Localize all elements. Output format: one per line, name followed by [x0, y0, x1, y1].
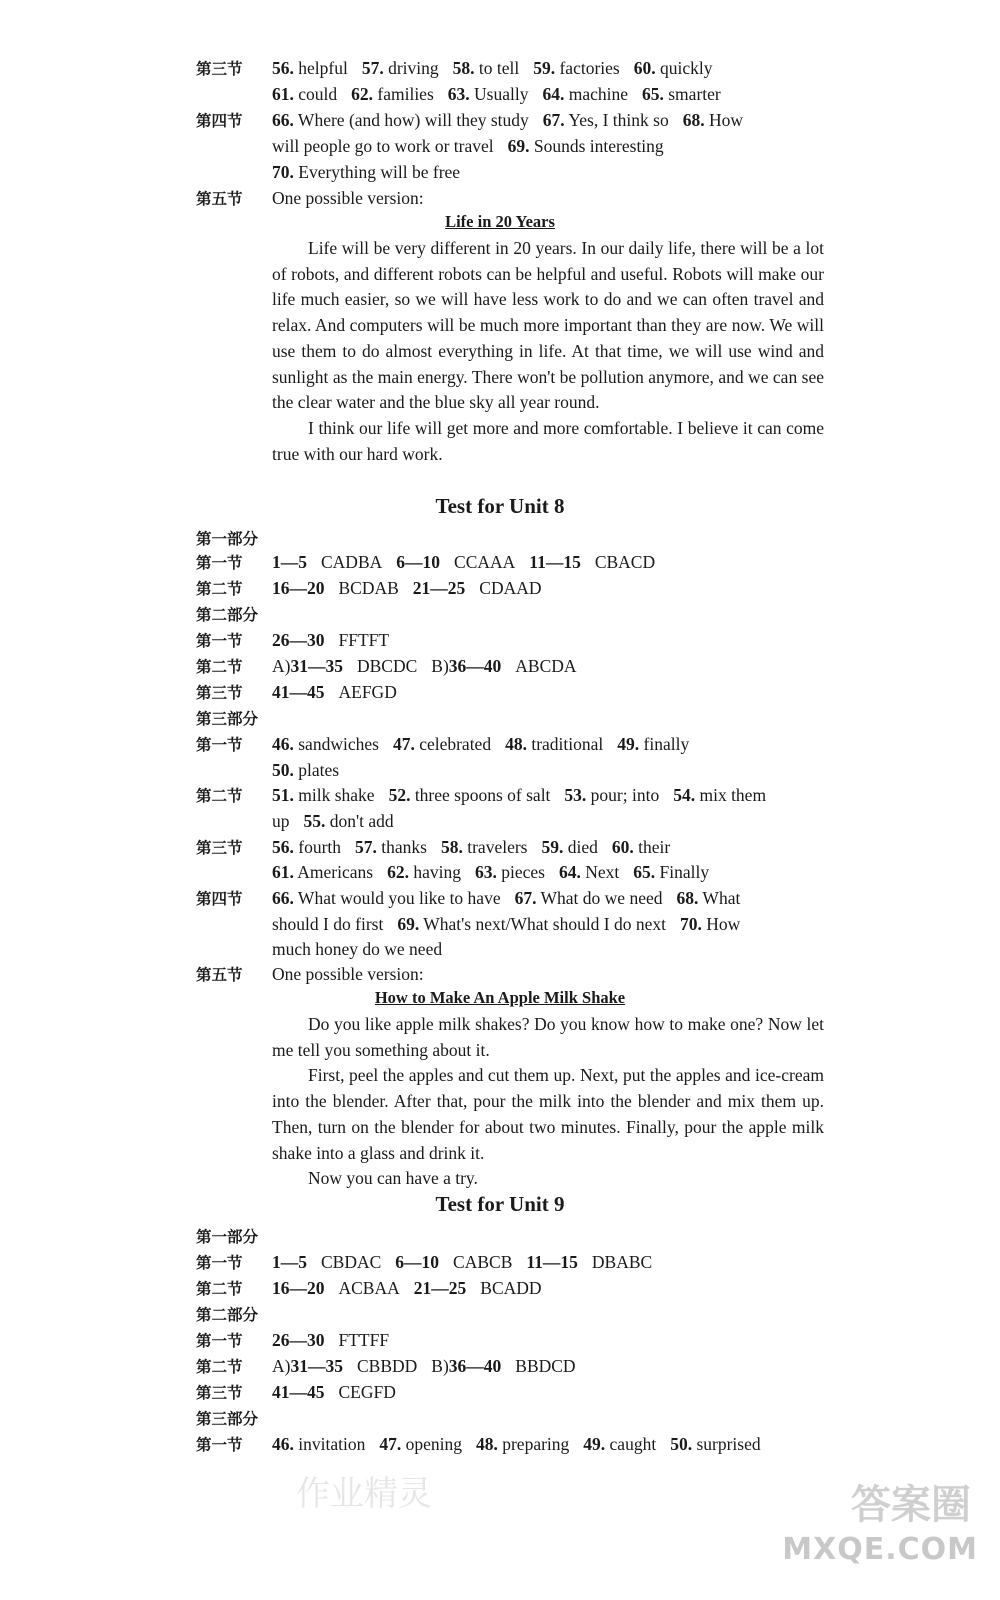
answer-text: Next — [580, 862, 620, 882]
answer-items — [272, 734, 689, 754]
unit8-heading: Test for Unit 8 — [435, 494, 565, 518]
section-label: 第三节 — [196, 684, 243, 702]
answer-items — [272, 1434, 761, 1454]
answer-text: What would you like to have — [293, 888, 501, 908]
part-label: 第三部分 — [196, 1410, 259, 1428]
item-number: 69. — [397, 914, 420, 934]
u9-p2s3 — [196, 1380, 396, 1404]
item-range: 11—15 — [526, 1252, 578, 1272]
intro-text: One possible version: — [272, 188, 424, 208]
part-label: 第一部分 — [196, 1228, 259, 1246]
item-number: 70. — [680, 914, 702, 934]
answer-items — [304, 811, 394, 831]
answer-text: fourth — [293, 837, 342, 857]
answer-text: died — [563, 837, 598, 857]
item-number: 49. — [583, 1434, 606, 1454]
item-range: 26—30 — [272, 630, 325, 650]
u8-part3 — [196, 706, 272, 730]
answers: ABCDA — [515, 656, 577, 676]
answer-text: How — [704, 110, 743, 130]
item-number: 65. — [642, 84, 664, 104]
section-label: 第二节 — [196, 580, 243, 598]
item-number: 60. — [611, 837, 634, 857]
u8-p3s4-line2 — [272, 912, 740, 936]
u7-sec5-intro — [196, 186, 424, 210]
answers: DBCDC — [356, 656, 418, 676]
answer-text: surprised — [692, 1434, 761, 1454]
section-label: 第二节 — [196, 1358, 243, 1376]
item-number: 64. — [542, 84, 565, 104]
answer-text: having — [408, 862, 461, 882]
u7-sec4-line1 — [196, 108, 743, 132]
item-number: 50. — [670, 1434, 693, 1454]
answers: CDAAD — [479, 578, 542, 598]
answer-text: Finally — [655, 862, 710, 882]
u8-p2s2 — [196, 654, 577, 678]
answers: BCADD — [480, 1278, 542, 1298]
answers: AEFGD — [338, 682, 397, 702]
u8-p2s3 — [196, 680, 397, 704]
section-label: 第一节 — [196, 632, 243, 650]
answer-text: should I do first — [272, 914, 384, 934]
answer-text: Americans — [293, 862, 374, 882]
passage-label: A) — [272, 656, 291, 676]
u9-p2s2 — [196, 1354, 576, 1378]
item-number: 67. — [514, 888, 537, 908]
item-number: 46. — [272, 734, 294, 754]
item-range: 16—20 — [272, 1278, 325, 1298]
item-range: 26—30 — [272, 1330, 325, 1350]
part-label: 第一部分 — [196, 530, 259, 548]
item-number: 66. — [272, 888, 294, 908]
answer-text: How — [701, 914, 741, 934]
answer-text: their — [633, 837, 671, 857]
answer-text: don't add — [325, 811, 394, 831]
answers: CADBA — [321, 552, 383, 572]
answers: BBDCD — [515, 1356, 576, 1376]
item-number: 67. — [542, 110, 565, 130]
item-number: 53. — [564, 785, 587, 805]
item-number: 46. — [272, 1434, 294, 1454]
section-label: 第二节 — [196, 658, 243, 676]
u8-p3s4-line1 — [196, 886, 740, 910]
item-range: 36—40 — [448, 656, 502, 676]
item-range: 1—5 — [272, 1252, 307, 1272]
section-label: 第三节 — [196, 839, 243, 857]
item-range: 11—15 — [529, 552, 581, 572]
item-number: 68. — [676, 888, 699, 908]
u8-p3s3-line2 — [272, 860, 709, 884]
answer-text: caught — [605, 1434, 657, 1454]
answer-text: could — [293, 84, 338, 104]
answer-items — [272, 837, 670, 857]
item-range: 36—40 — [448, 1356, 502, 1376]
item-range: 21—25 — [413, 1278, 467, 1298]
u9-p1s1 — [196, 1250, 652, 1274]
item-number: 54. — [673, 785, 696, 805]
answer-text: invitation — [293, 1434, 366, 1454]
answer-text: opening — [401, 1434, 462, 1454]
section-label: 第三节 — [196, 1384, 243, 1402]
section-label: 第一节 — [196, 1254, 243, 1272]
u8-p3s1-line2 — [272, 758, 339, 782]
answer-text: plates — [293, 760, 340, 780]
answer-text: smarter — [663, 84, 721, 104]
section-label: 第一节 — [196, 1332, 243, 1350]
answer-text: thanks — [376, 837, 427, 857]
item-range: 16—20 — [272, 578, 325, 598]
u7-sec3-line2 — [272, 82, 721, 106]
u8-p1s1 — [196, 550, 655, 574]
answers: FFTFT — [338, 630, 390, 650]
u8-p3s1-line1 — [196, 732, 689, 756]
item-number: 61. — [272, 862, 294, 882]
item-number: 56. — [272, 837, 294, 857]
answer-text: Yes, I think so — [564, 110, 669, 130]
u7-sec3-line1 — [196, 56, 712, 80]
essay-paragraph: I think our life will get more and more comfortable. I believe it can come true with our hard work. — [272, 417, 824, 464]
section-label: 第四节 — [196, 890, 243, 908]
item-number: 62. — [351, 84, 374, 104]
answer-text: up — [272, 811, 290, 831]
essay-paragraph: First, peel the apples and cut them up. Next, put the apples and ice-cream into the blender. After that, pour the milk into the blender and mix them up. Then, turn on the blender for about two minutes. Finally, pour the apple milk shake into a glass and drink it. — [272, 1065, 824, 1163]
part-label: 第三部分 — [196, 710, 259, 728]
item-number: 62. — [387, 862, 409, 882]
u8-part1 — [196, 526, 272, 550]
answers: ACBAA — [338, 1278, 400, 1298]
answers: DBABC — [591, 1252, 653, 1272]
item-number: 56. — [272, 58, 294, 78]
unit9-heading: Test for Unit 9 — [435, 1192, 565, 1216]
watermark-faint: 作业精灵 — [296, 1474, 432, 1514]
part-label: 第二部分 — [196, 1306, 259, 1324]
item-number: 47. — [379, 1434, 402, 1454]
answers: CBACD — [594, 552, 656, 572]
answer-text: mix them — [695, 785, 767, 805]
item-number: 49. — [617, 734, 640, 754]
passage-label: A) — [272, 1356, 291, 1376]
u8-p3s3-line1 — [196, 835, 670, 859]
section-label: 第五节 — [196, 190, 243, 208]
answer-text: travelers — [462, 837, 528, 857]
item-range: 41—45 — [272, 682, 325, 702]
item-number: 48. — [475, 1434, 498, 1454]
answer-text: driving — [383, 58, 439, 78]
essay-paragraph: Now you can have a try. — [308, 1168, 478, 1189]
item-number: 63. — [474, 862, 497, 882]
answer-text: pieces — [496, 862, 545, 882]
answer-items — [272, 760, 339, 780]
section-label: 第四节 — [196, 112, 243, 130]
item-number: 48. — [505, 734, 527, 754]
item-number: 69. — [507, 136, 530, 156]
item-number: 58. — [440, 837, 463, 857]
item-number: 68. — [682, 110, 705, 130]
item-number: 57. — [355, 837, 377, 857]
item-range: 1—5 — [272, 552, 307, 572]
answer-items — [272, 862, 709, 882]
item-number: 47. — [392, 734, 415, 754]
u8-p3s2-line2 — [272, 809, 394, 833]
u9-p2s1 — [196, 1328, 389, 1352]
item-number: 55. — [303, 811, 326, 831]
answer-text: preparing — [497, 1434, 570, 1454]
essay-title: Life in 20 Years — [445, 212, 555, 231]
u7-sec4-line3 — [272, 160, 460, 184]
answer-text: families — [373, 84, 434, 104]
passage-label: B) — [431, 1356, 449, 1376]
u8-p3s5-intro — [196, 962, 424, 986]
u9-part3 — [196, 1406, 272, 1430]
item-number: 60. — [633, 58, 656, 78]
u8-p2s1 — [196, 628, 389, 652]
section-label: 第一节 — [196, 554, 243, 572]
answer-items — [272, 785, 766, 805]
u9-p3s1-line1 — [196, 1432, 761, 1456]
answer-text: to tell — [474, 58, 520, 78]
answers: BCDAB — [338, 578, 399, 598]
section-label: 第五节 — [196, 966, 243, 984]
essay-body — [272, 1012, 824, 1192]
answer-text: quickly — [655, 58, 713, 78]
u8-p1s2 — [196, 576, 542, 600]
section-label: 第二节 — [196, 1280, 243, 1298]
item-range: 6—10 — [396, 552, 441, 572]
answer-text: What's next/What should I do next — [419, 914, 667, 934]
u8-p3s4-line3 — [272, 937, 442, 961]
item-range: 31—35 — [290, 656, 343, 676]
answers: FTTFF — [338, 1330, 390, 1350]
item-range: 31—35 — [290, 1356, 343, 1376]
answers: CBBDD — [356, 1356, 418, 1376]
item-number: 51. — [272, 785, 294, 805]
u9-part2 — [196, 1302, 272, 1326]
answer-text: sandwiches — [293, 734, 379, 754]
item-range: 21—25 — [412, 578, 466, 598]
answer-text: will people go to work or travel — [272, 136, 494, 156]
item-number: 50. — [272, 760, 294, 780]
section-label: 第二节 — [196, 787, 243, 805]
u8-p3s2-line1 — [196, 783, 766, 807]
answers: CABCB — [453, 1252, 513, 1272]
section-label: 第一节 — [196, 736, 243, 754]
answer-text: Where (and how) will they study — [293, 110, 529, 130]
section-label: 第一节 — [196, 1436, 243, 1454]
answers: CBDAC — [321, 1252, 382, 1272]
essay-paragraph: Do you like apple milk shakes? Do you know how to make one? Now let me tell you something about it. — [272, 1014, 824, 1060]
item-number: 61. — [272, 84, 294, 104]
u8-part2 — [196, 602, 272, 626]
answers: CCAAA — [454, 552, 516, 572]
answer-text: much honey do we need — [272, 939, 443, 959]
part-label: 第二部分 — [196, 606, 259, 624]
watermark-site: MXQE.COM — [782, 1532, 978, 1567]
answer-text: factories — [555, 58, 620, 78]
u9-part1 — [196, 1224, 272, 1248]
watermark-badge: 答案圈 — [851, 1482, 971, 1528]
answer-text: traditional — [526, 734, 604, 754]
essay-paragraph: Life will be very different in 20 years. In our daily life, there will be a lot of robots, and different robots can be helpful and useful. Robots will make our life much easier, so we will have less work to do and we can often travel and relax. And computers will be much more important than they are now. We will use them to do almost everything in life. At that time, we will use wind and sunlight as the main energy. There won't be pollution anymore, and we can see the clear water and the blue sky all year round. — [272, 238, 824, 413]
answer-items — [272, 58, 712, 78]
passage-label: B) — [431, 656, 449, 676]
answer-text: Usually — [469, 84, 529, 104]
item-number: 70. — [272, 162, 294, 182]
intro-text: One possible version: — [272, 964, 424, 984]
answer-text: celebrated — [414, 734, 492, 754]
essay-title: How to Make An Apple Milk Shake — [374, 988, 626, 1007]
item-number: 52. — [388, 785, 411, 805]
item-range: 41—45 — [272, 1382, 325, 1402]
item-number: 66. — [272, 110, 294, 130]
answer-text: Everything will be free — [293, 162, 461, 182]
answer-text: What — [698, 888, 741, 908]
section-label: 第三节 — [196, 60, 243, 78]
item-number: 63. — [447, 84, 470, 104]
answer-text: machine — [564, 84, 628, 104]
answer-text: three spoons of salt — [410, 785, 551, 805]
answer-text: milk shake — [293, 785, 375, 805]
answer-text: finally — [639, 734, 690, 754]
answer-text: What do we need — [536, 888, 663, 908]
item-range: 6—10 — [395, 1252, 440, 1272]
u9-p1s2 — [196, 1276, 542, 1300]
item-number: 59. — [541, 837, 564, 857]
answer-items — [272, 84, 721, 104]
item-number: 65. — [633, 862, 656, 882]
essay-body — [272, 236, 824, 467]
item-number: 59. — [533, 58, 556, 78]
u7-sec4-line2 — [272, 134, 664, 158]
answer-text: pour; into — [586, 785, 660, 805]
item-number: 57. — [361, 58, 384, 78]
answers: CEGFD — [338, 1382, 396, 1402]
answer-text: Sounds interesting — [529, 136, 664, 156]
item-number: 58. — [452, 58, 475, 78]
item-number: 64. — [558, 862, 581, 882]
answer-text: helpful — [293, 58, 348, 78]
